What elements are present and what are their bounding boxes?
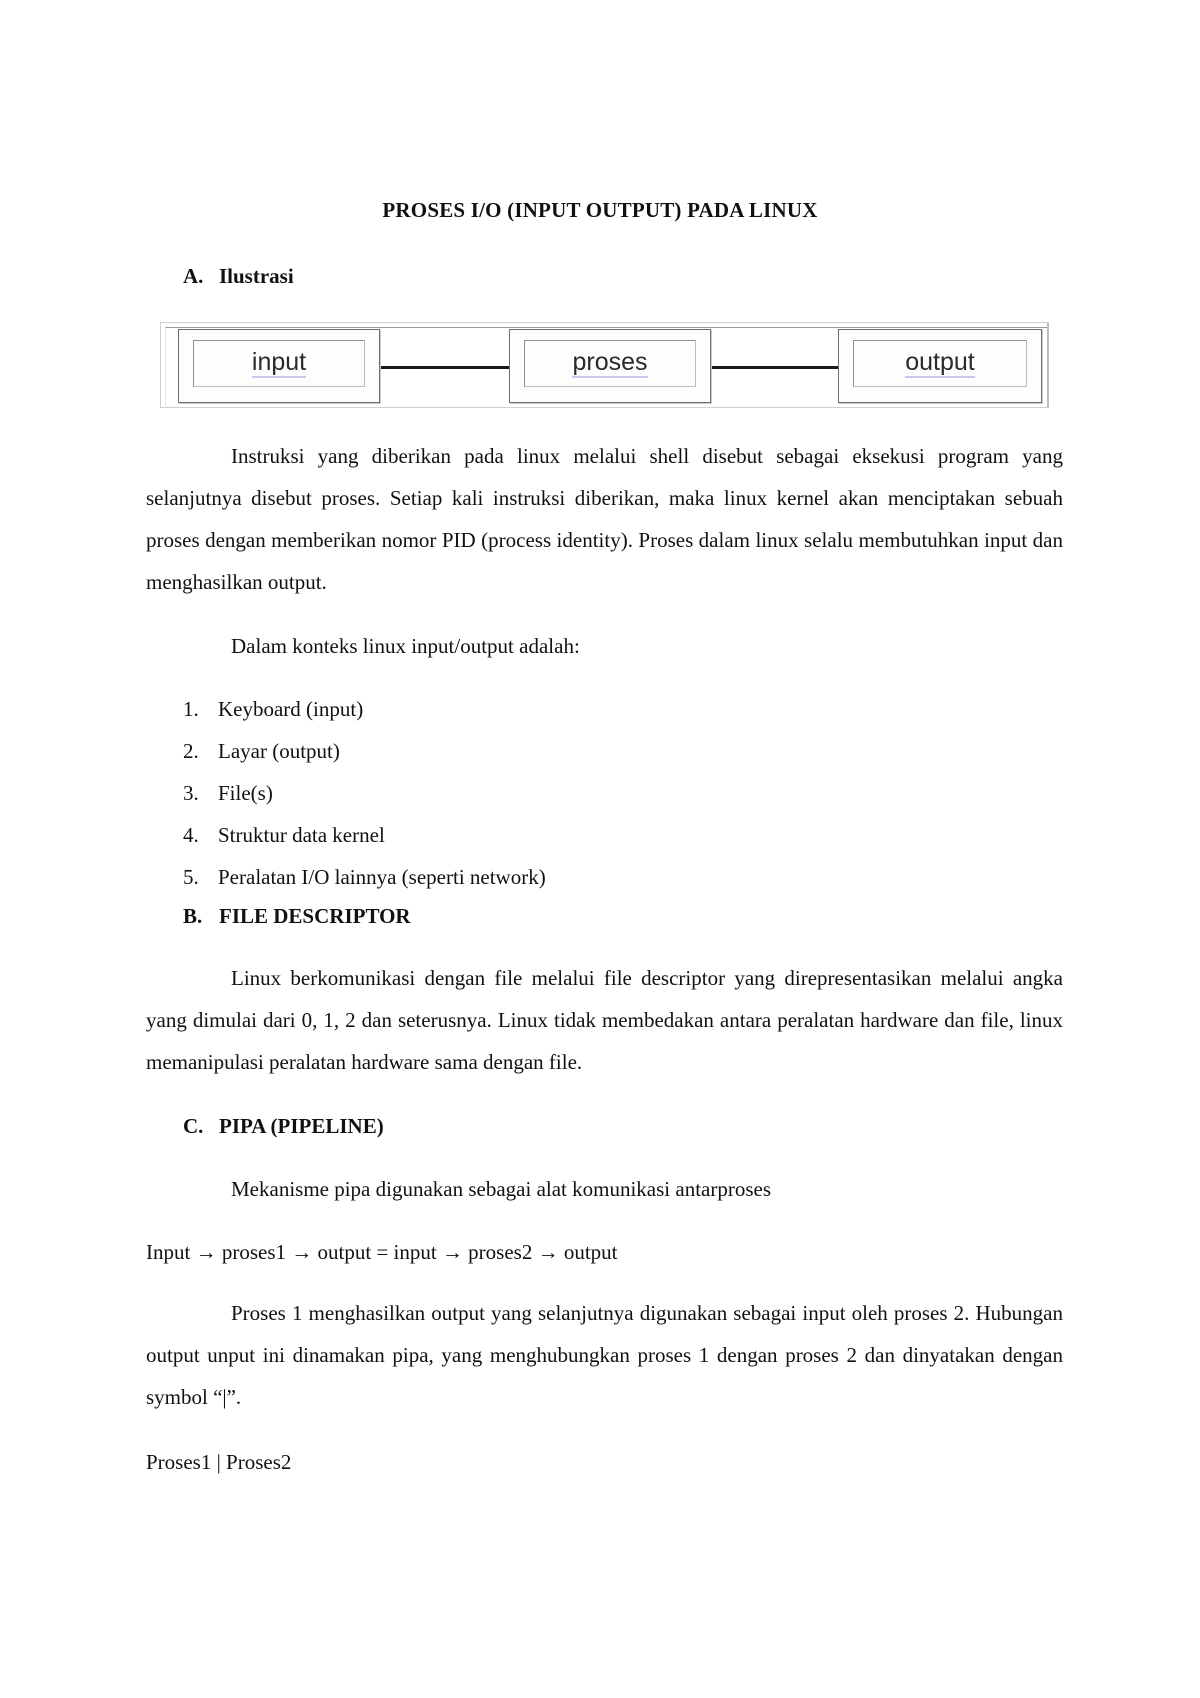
- section-a-title: Ilustrasi: [219, 264, 294, 288]
- section-a-heading: [183, 264, 294, 289]
- section-a-paragraph: Instruksi yang diberikan pada linux melalui shell disebut sebagai eksekusi program yang selanjutnya disebut proses. Setiap kali instruksi diberikan, maka linux kernel akan menciptakan sebuah proses dengan memberikan nomor PID (process identity). Proses dalam linux selalu membutuhkan input dan menghasilkan output.: [146, 444, 1063, 594]
- section-c-intro: Mekanisme pipa digunakan sebagai alat komunikasi antarproses: [231, 1177, 772, 1201]
- connector-proses-output: [709, 366, 839, 369]
- diagram-box-output: [838, 329, 1042, 403]
- diagram-box-proses: [509, 329, 711, 403]
- section-b-heading: [183, 904, 411, 929]
- section-b-title: FILE DESCRIPTOR: [219, 904, 411, 928]
- io-list: [183, 688, 546, 898]
- section-c-title: PIPA (PIPELINE): [219, 1114, 384, 1138]
- section-c-letter: C.: [183, 1114, 204, 1138]
- section-c-paragraph: Proses 1 menghasilkan output yang selanjutnya digunakan sebagai input oleh proses 2. Hubungan output unput ini dinamakan pipa, yang menghubungkan proses 1 dengan proses 2 dan dinyatakan dengan symbol “|”.: [146, 1301, 1063, 1409]
- section-c-heading: [183, 1114, 384, 1139]
- pipeline-flow: Input → proses1 → output = input → proses2 → output: [146, 1240, 618, 1264]
- list-item: 5. Peralatan I/O lainnya (seperti network): [183, 865, 546, 889]
- diagram-box-input-label: input: [251, 348, 307, 376]
- list-item: 4. Struktur data kernel: [183, 823, 385, 847]
- diagram-box-output-label: output: [905, 348, 975, 376]
- diagram-box-proses-label: proses: [572, 348, 648, 376]
- list-item: 3. File(s): [183, 781, 273, 805]
- section-b-paragraph: Linux berkomunikasi dengan file melalui file descriptor yang direpresentasikan melalui angka yang dimulai dari 0, 1, 2 dan seterusnya. Linux tidak membedakan antara peralatan hardware dan file, linux memanipulasi peralatan hardware sama dengan file.: [146, 966, 1063, 1074]
- io-illustration-diagram: [160, 322, 1048, 408]
- list-item: 1. Keyboard (input): [183, 697, 364, 721]
- connector-input-proses: [379, 366, 509, 369]
- list-item: 2. Layar (output): [183, 739, 340, 763]
- document-title: PROSES I/O (INPUT OUTPUT) PADA LINUX: [382, 198, 818, 222]
- pipe-example: Proses1 | Proses2: [146, 1450, 292, 1474]
- section-a-letter: A.: [183, 264, 204, 288]
- diagram-box-input: [178, 329, 380, 403]
- section-a-intro: Dalam konteks linux input/output adalah:: [231, 634, 580, 658]
- section-b-letter: B.: [183, 904, 203, 928]
